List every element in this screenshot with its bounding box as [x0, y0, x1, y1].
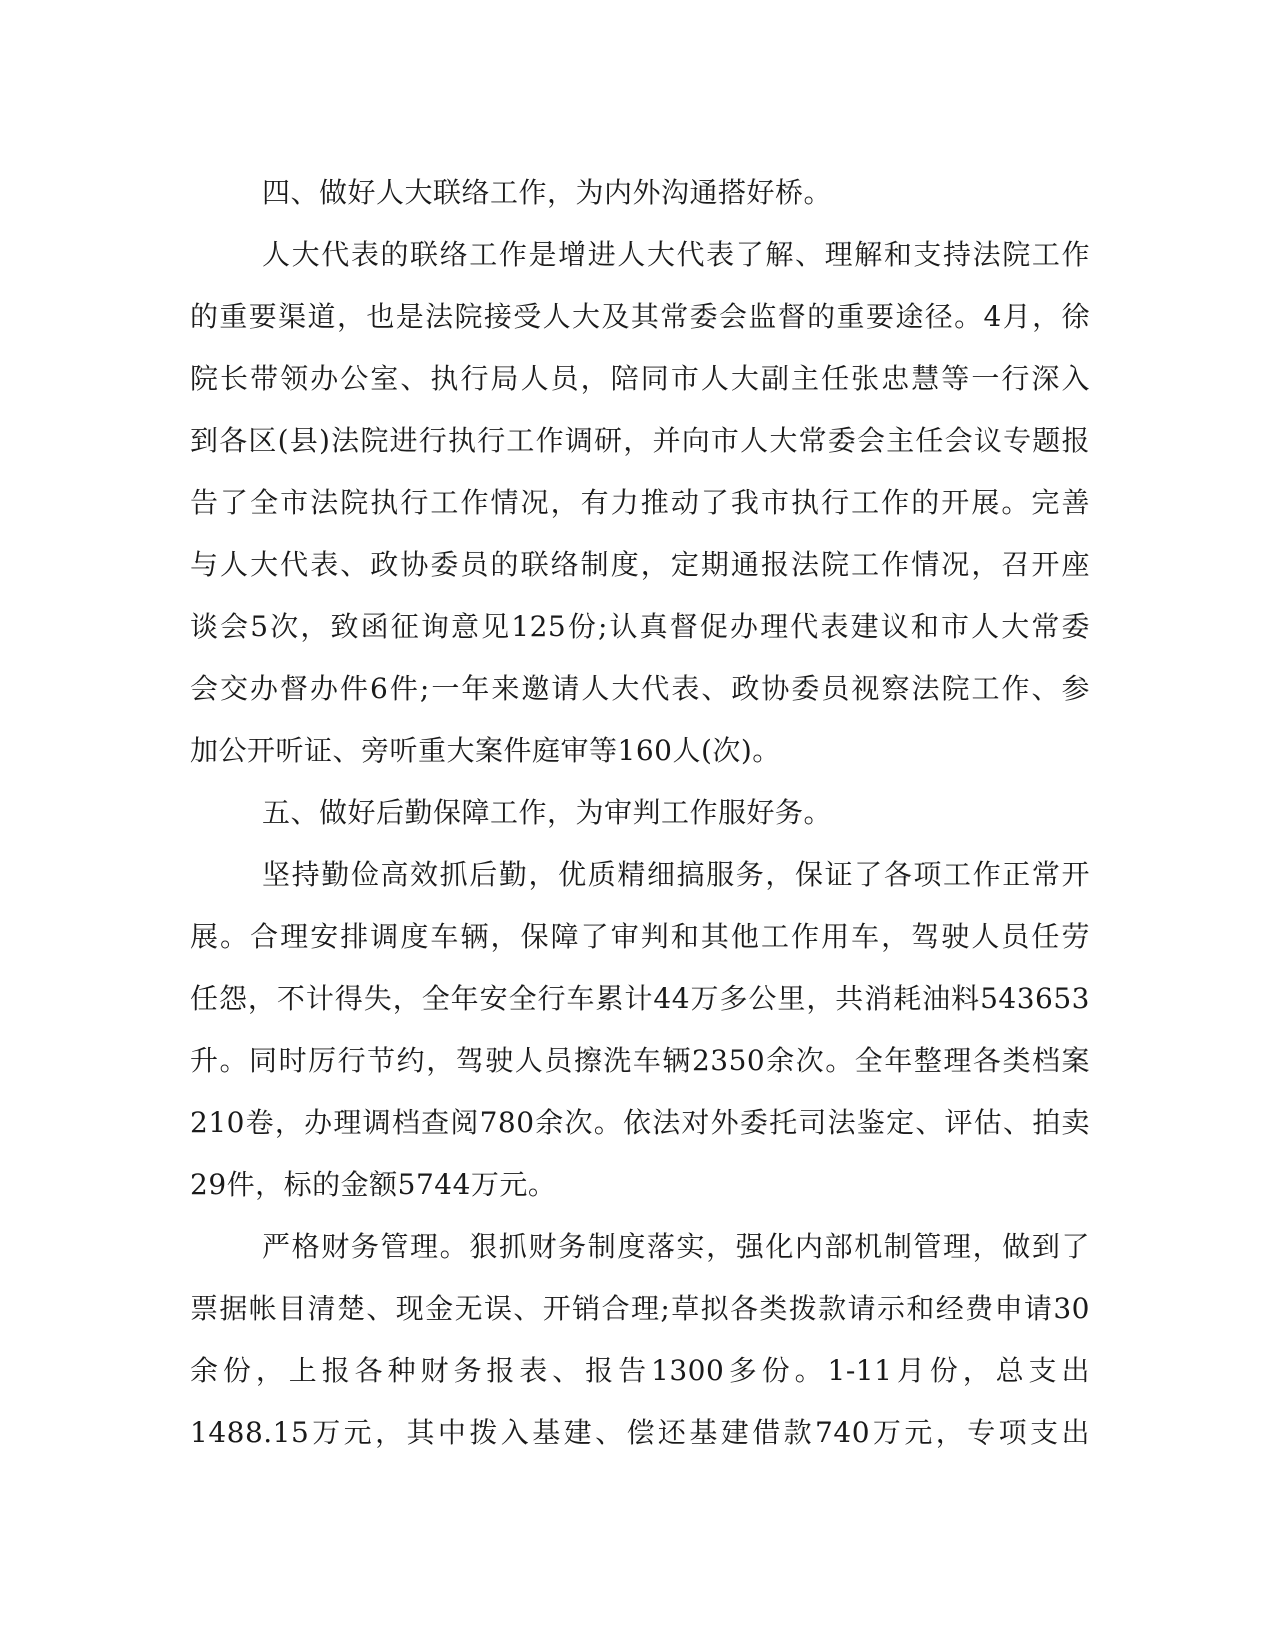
text-line: 坚持勤俭高效抓后勤，优质精细搞服务，保证了各项工作正常开: [262, 858, 1090, 891]
text-line: 会交办督办件6件;一年来邀请人大代表、政协委员视察法院工作、参: [190, 672, 1090, 705]
text-line: 五、做好后勤保障工作，为审判工作服好务。: [262, 796, 833, 829]
text-line: 1488.15万元，其中拨入基建、偿还基建借款740万元，专项支出: [190, 1416, 1090, 1449]
text-line: 谈会5次，致函征询意见125份;认真督促办理代表建议和市人大常委: [190, 610, 1090, 643]
text-line: 210卷，办理调档查阅780余次。依法对外委托司法鉴定、评估、拍卖: [190, 1106, 1090, 1139]
text-line: 严格财务管理。狠抓财务制度落实，强化内部机制管理，做到了: [262, 1230, 1090, 1263]
text-line: 29件，标的金额5744万元。: [190, 1168, 557, 1201]
text-line: 告了全市法院执行工作情况，有力推动了我市执行工作的开展。完善: [190, 486, 1090, 519]
text-line: 展。合理安排调度车辆，保障了审判和其他工作用车，驾驶人员任劳: [190, 920, 1090, 953]
document-body: [190, 162, 1090, 1464]
text-line: 加公开听证、旁听重大案件庭审等160人(次)。: [190, 734, 781, 767]
text-line: 票据帐目清楚、现金无误、开销合理;草拟各类拨款请示和经费申请30: [190, 1292, 1090, 1325]
text-line: 到各区(县)法院进行执行工作调研，并向市人大常委会主任会议专题报: [190, 424, 1090, 457]
text-line: 任怨，不计得失，全年安全行车累计44万多公里，共消耗油料543653: [190, 982, 1090, 1015]
text-line: 升。同时厉行节约，驾驶人员擦洗车辆2350余次。全年整理各类档案: [190, 1044, 1090, 1077]
text-line: 人大代表的联络工作是增进人大代表了解、理解和支持法院工作: [262, 238, 1090, 271]
text-line: 的重要渠道，也是法院接受人大及其常委会监督的重要途径。4月，徐: [190, 300, 1090, 333]
text-line: 四、做好人大联络工作，为内外沟通搭好桥。: [262, 176, 833, 209]
text-line: 与人大代表、政协委员的联络制度，定期通报法院工作情况，召开座: [190, 548, 1090, 581]
text-line: 余份，上报各种财务报表、报告1300多份。1-11月份，总支出: [190, 1354, 1090, 1387]
text-line: 院长带领办公室、执行局人员，陪同市人大副主任张忠慧等一行深入: [190, 362, 1090, 395]
